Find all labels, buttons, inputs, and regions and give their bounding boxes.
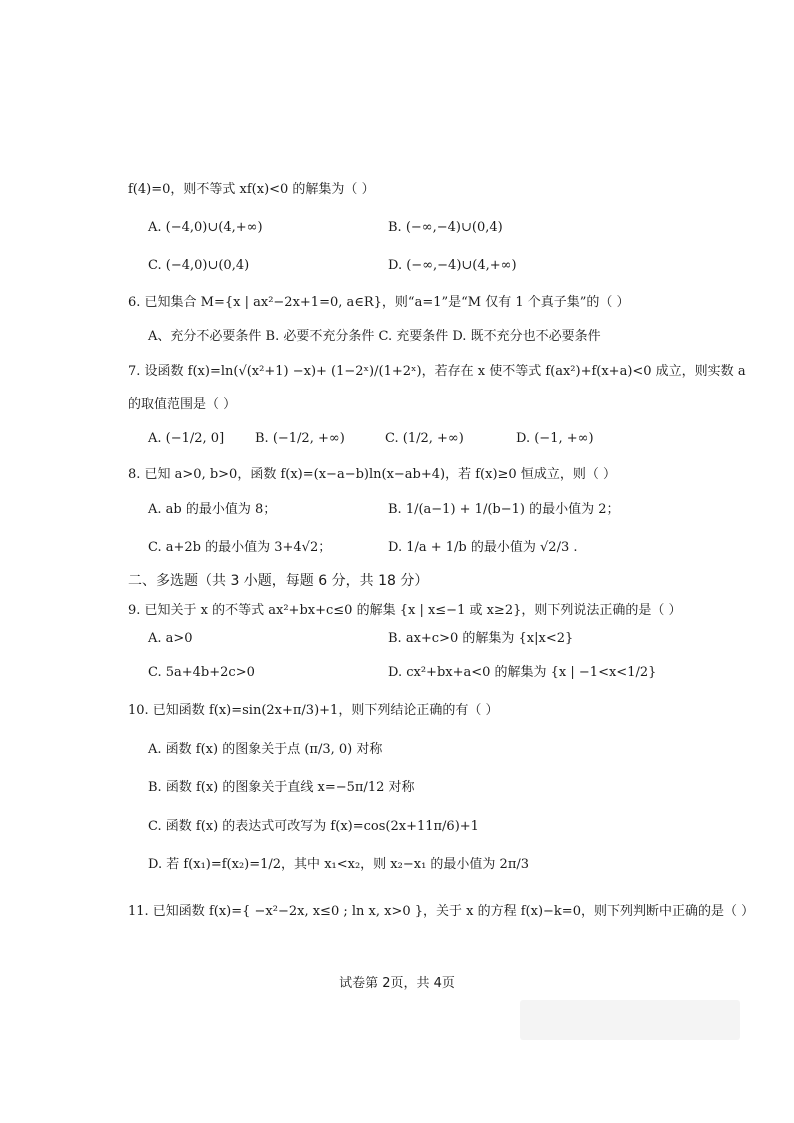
q7-option-a: A. (−1/2, 0] (148, 431, 225, 446)
q7-stem-cont: 的取值范围是（ ） (128, 397, 237, 412)
q9-stem: 9. 已知关于 x 的不等式 ax²+bx+c≤0 的解集 {x | x≤−1 或 x≥2}，则下列说法正确的是（ ） (128, 603, 682, 618)
q10-option-a: A. 函数 f(x) 的图象关于点 (π/3, 0) 对称 (148, 742, 383, 757)
page-footer: 试卷第 2页，共 4页 (339, 976, 455, 991)
q9-option-a: A. a>0 (148, 631, 193, 646)
q5-option-c: C. (−4,0)∪(0,4) (148, 258, 250, 273)
q5-option-a: A. (−4,0)∪(4,+∞) (148, 220, 263, 235)
q7-option-d: D. (−1, +∞) (516, 431, 594, 446)
q8-option-a: A. ab 的最小值为 8； (148, 502, 277, 517)
section-title-multi-choice: 二、多选题（共 3 小题，每题 6 分，共 18 分） (128, 573, 429, 589)
q9-option-c: C. 5a+4b+2c>0 (148, 665, 255, 680)
q5-option-b: B. (−∞,−4)∪(0,4) (388, 220, 503, 235)
q6-stem: 6. 已知集合 M={x | ax²−2x+1=0, a∈R}，则“a=1”是“M 仅有 1 个真子集”的（ ） (128, 295, 630, 310)
q5-option-d: D. (−∞,−4)∪(4,+∞) (388, 258, 517, 273)
q9-option-b: B. ax+c>0 的解集为 {x|x<2} (388, 631, 574, 646)
q6-options: A、充分不必要条件 B. 必要不充分条件 C. 充要条件 D. 既不充分也不必要条件 (148, 329, 601, 344)
q11-stem: 11. 已知函数 f(x)={ −x²−2x, x≤0 ; ln x, x>0 }，关于 x 的方程 f(x)−k=0，则下列判断中正确的是（ ） (128, 904, 755, 919)
q7-stem: 7. 设函数 f(x)=ln(√(x²+1) −x)+ (1−2ˣ)/(1+2ˣ)，若存在 x 使不等式 f(ax²)+f(x+a)<0 成立，则实数 a (128, 364, 746, 379)
q9-option-d: D. cx²+bx+a<0 的解集为 {x | −1<x<1/2} (388, 665, 657, 680)
q10-option-d: D. 若 f(x₁)=f(x₂)=1/2，其中 x₁<x₂，则 x₂−x₁ 的最小值为 2π/3 (148, 857, 530, 872)
q10-option-c: C. 函数 f(x) 的表达式可改写为 f(x)=cos(2x+11π/6)+1 (148, 819, 479, 834)
q8-stem: 8. 已知 a>0, b>0，函数 f(x)=(x−a−b)ln(x−ab+4)，若 f(x)≥0 恒成立，则（ ） (128, 467, 616, 482)
q10-option-b: B. 函数 f(x) 的图象关于直线 x=−5π/12 对称 (148, 780, 415, 795)
q5-stem: f(4)=0，则不等式 xf(x)<0 的解集为（ ） (128, 182, 375, 197)
scan-artifact (520, 1000, 740, 1040)
q7-option-c: C. (1/2, +∞) (385, 431, 464, 446)
q8-option-c: C. a+2b 的最小值为 3+4√2； (148, 540, 332, 555)
q8-option-b: B. 1/(a−1) + 1/(b−1) 的最小值为 2； (388, 502, 620, 517)
q10-stem: 10. 已知函数 f(x)=sin(2x+π/3)+1，则下列结论正确的有（ ） (128, 703, 499, 718)
q7-option-b: B. (−1/2, +∞) (255, 431, 345, 446)
q8-option-d: D. 1/a + 1/b 的最小值为 √2/3 . (388, 540, 578, 555)
